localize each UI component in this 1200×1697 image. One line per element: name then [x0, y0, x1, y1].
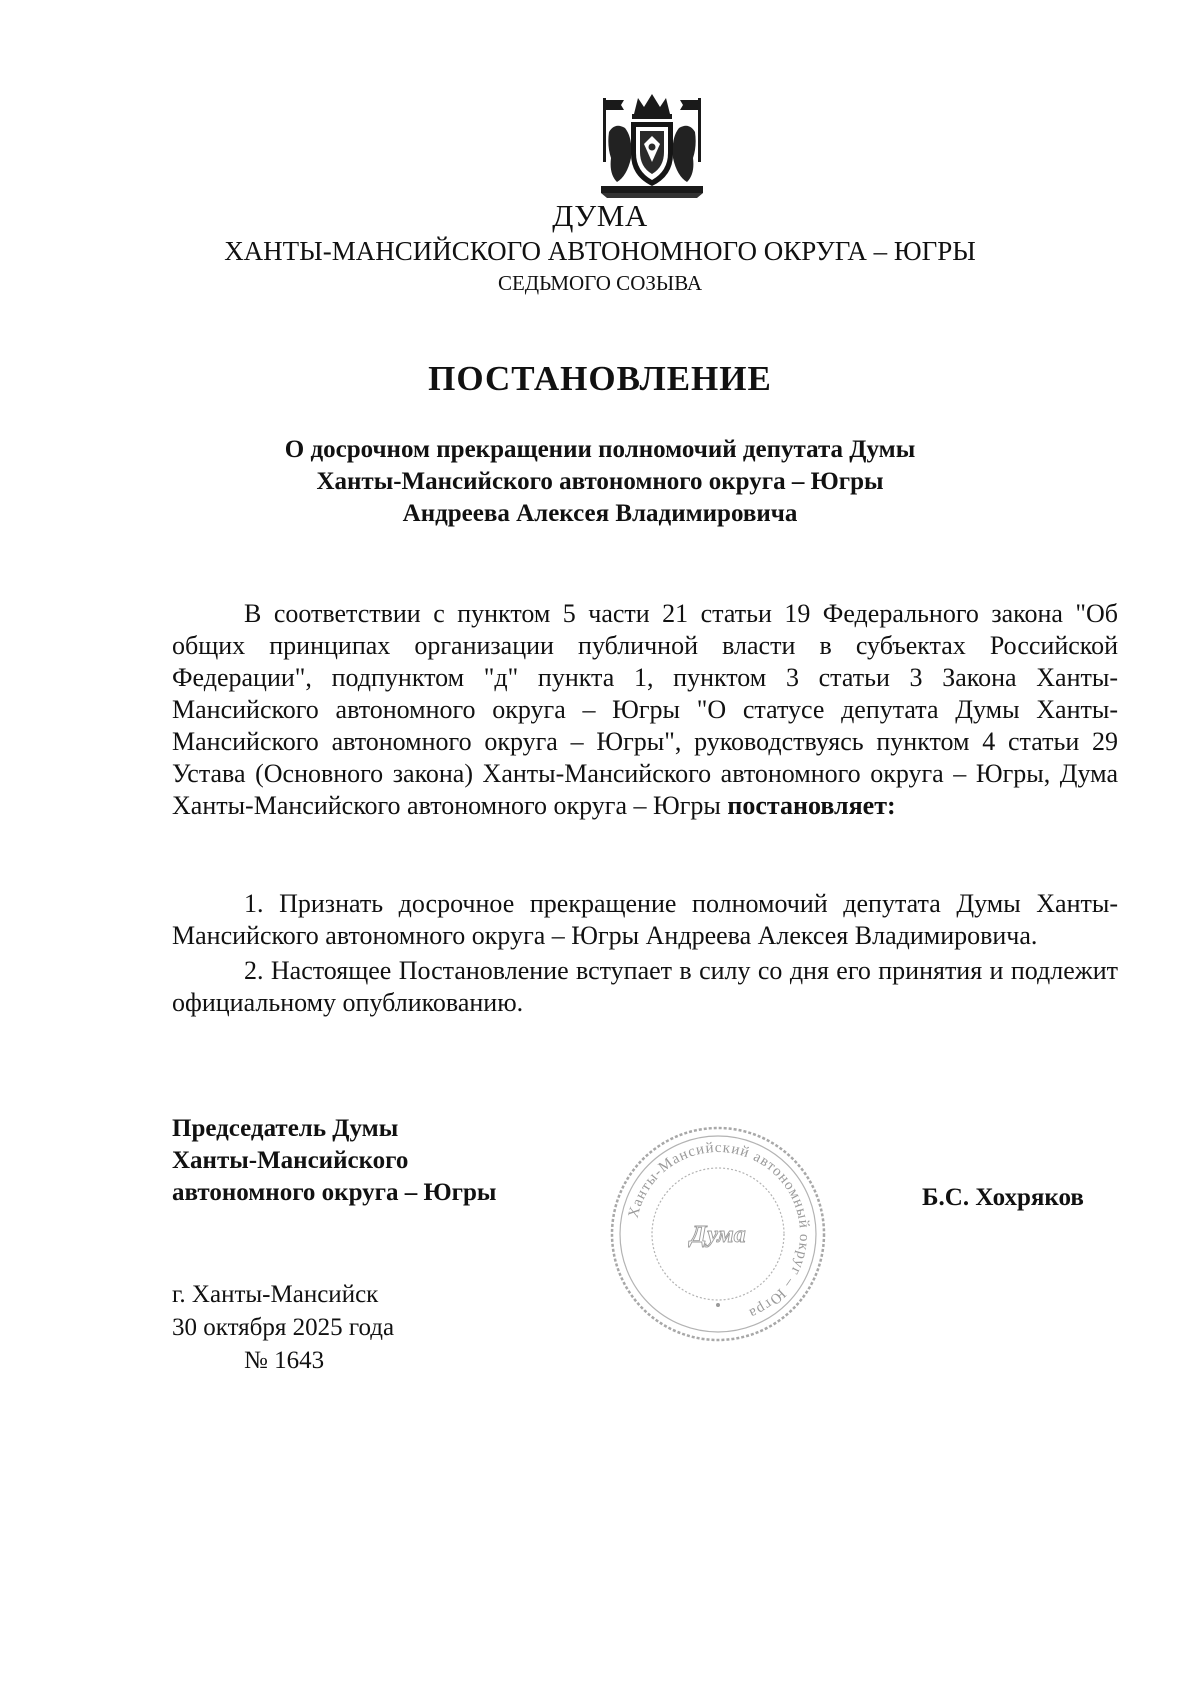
- signer-title-line: Председатель Думы: [172, 1115, 399, 1142]
- place-date-block: [172, 1278, 394, 1377]
- city: г. Ханты-Мансийск: [172, 1281, 379, 1308]
- convocation-title: СЕДЬМОГО СОЗЫВА: [497, 271, 703, 295]
- organization-title: ДУМА: [552, 198, 648, 233]
- seal-ring-text: Ханты-Мансийский автономный округ – Югра: [625, 1139, 813, 1322]
- region-title: ХАНТЫ-МАНСИЙСКОГО АВТОНОМНОГО ОКРУГА – ЮГРЫ: [224, 236, 976, 266]
- subject-line: Ханты-Мансийского автономного округа – Югры: [316, 468, 884, 495]
- preamble-paragraph: [172, 598, 1118, 822]
- resolution-item: 2. Настоящее Постановление вступает в силу со дня его принятия и подлежит официальному опубликованию.: [172, 956, 1118, 1017]
- official-seal-icon: [606, 1122, 830, 1346]
- subject-line: О досрочном прекращении полномочий депутата Думы: [284, 436, 916, 463]
- seal-center-text: Дума: [690, 1222, 746, 1248]
- preamble-text: В соответствии с пунктом 5 части 21 статьи 19 Федерального закона "Об общих принципах организации публичной власти в субъектах Российской Федерации", подпунктом "д" пункта 1, пунктом 3 статьи 3 Закона Ханты-Мансийского автономного округа – Югры "О статусе депутата Думы Ханты-Мансийского автономного округа – Югры", руководствуясь пунктом 4 статьи 29 Устава (Основного закона) Ханты-Мансийского автономного округа – Югры, Дума Ханты-Мансийского автономного округа – Югры: [172, 599, 1118, 820]
- resolves-word: постановляет:: [727, 791, 896, 820]
- resolution-item: 1. Признать досрочное прекращение полномочий депутата Думы Ханты-Мансийского автономного округа – Югры Андреева Алексея Владимировича.: [172, 889, 1118, 950]
- document-type: ПОСТАНОВЛЕНИЕ: [428, 359, 772, 398]
- document-subject: [0, 434, 1200, 530]
- document-number: № 1643: [244, 1347, 325, 1374]
- signer-title-line: автономного округа – Югры: [172, 1179, 497, 1206]
- signer-title-line: Ханты-Мансийского: [172, 1147, 409, 1174]
- date: 30 октября 2025 года: [172, 1314, 395, 1341]
- signer-name: Б.С. Хохряков: [922, 1184, 1084, 1211]
- subject-line: Андреева Алексея Владимировича: [402, 500, 798, 527]
- signer-title: [172, 1113, 496, 1209]
- coat-of-arms-icon: [597, 92, 707, 200]
- resolution-items: [172, 888, 1118, 1019]
